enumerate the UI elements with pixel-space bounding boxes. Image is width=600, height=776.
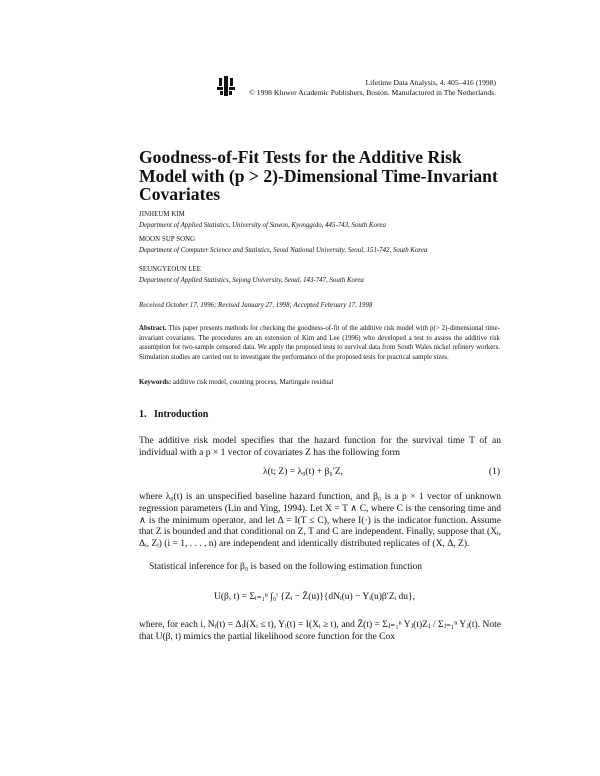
author-name: JINHEUM KIM [139,211,185,218]
publisher-logo-icon [217,76,235,96]
body-paragraph: Statistical inference for β₀ is based on the following estimation function [149,562,423,572]
author-affiliation: Department of Applied Statistics, Sejong University, Seoul, 143-747, South Korea [139,277,364,284]
abstract-label: Abstract. [139,325,167,332]
submission-dates: Received October 17, 1996; Revised January 27, 1998; Accepted February 17, 1998 [139,302,373,309]
author-affiliation: Department of Computer Science and Statistics, Seoul National University, Seoul, 151-742, South Korea [139,247,428,254]
equation-1: λ(t; Z) = λ₀(t) + β₀′Z, [263,467,343,477]
body-paragraph: The additive risk model specifies that the hazard function for the survival time T of an individual with a p × 1 vector of covariates Z has the following form [139,436,501,458]
equation-2: U(β, t) = Σᵢ₌₁ⁿ ∫₀ᵗ {Zᵢ − Z̄(u)}{dNᵢ(u) − Yᵢ(u)β′Zᵢ du}, [214,592,415,602]
body-paragraph: where λ₀(t) is an unspecified baseline hazard function, and β₀ is a p × 1 vector of unknown regression parameters (Lin and Ying, 1994). Let X = T ∧ C, where C is the censoring time and ∧ is the minimum operator, and let Δ = I(T ≤ C), where I(·) is the indicator function. Assume that Z is bounded and that conditional on Z, T and C are independent. Finally, suppose that (Xᵢ, Δᵢ, Zᵢ) (i = 1, . . . , n) are independent and identically distributed replicates of (X, Δ, Z). [139,492,501,550]
keywords-label: Keywords: [139,379,172,386]
body-paragraph: where, for each i, Nᵢ(t) = ΔᵢI(Xᵢ ≤ t), Yᵢ(t) = I(Xᵢ ≥ t), and Z̄(t) = Σⱼ₌₁ⁿ Yⱼ(t)Zⱼ / Σⱼ₌₁ⁿ Yⱼ(t). Note that U(β, t) mimics the partial likelihood score function for the Cox [139,620,501,642]
section-title: Introduction [154,409,209,420]
abstract-text: This paper presents methods for checking the goodness-of-fit of the additive risk model with p(> 2)-dimensional time-invariant covariates. The procedures are an extension of Kim and Lee (1996) who developed a test to assess the additive risk assumption for two-sample censored data. We apply the proposed tests to survival data from South Wales nickel refinery workers. Simulation studies are carried out to investigate the performance of the proposed tests for practical sample sizes. [139,325,500,362]
paper-title: Goodness-of-Fit Tests for the Additive Risk Model with (p > 2)-Dimensional Time-Invariant Covariates [139,147,498,204]
author-name: MOON SUP SONG [139,236,196,243]
keywords [139,379,333,386]
author-name: SEUNGYEOUN LEE [139,266,201,273]
section-heading [139,409,208,420]
keywords-text: additive risk model, counting process, Martingale residual [172,379,334,386]
journal-citation: Lifetime Data Analysis, 4, 405–416 (1998) [365,78,496,87]
author-affiliation: Department of Applied Statistics, University of Suwon, Kyonggido, 445-743, South Korea [139,222,386,229]
equation-number: (1) [488,467,500,477]
copyright-notice: © 1998 Kluwer Academic Publishers, Boston. Manufactured in The Netherlands. [249,88,496,97]
abstract [139,324,500,363]
section-number: 1. [139,409,147,420]
